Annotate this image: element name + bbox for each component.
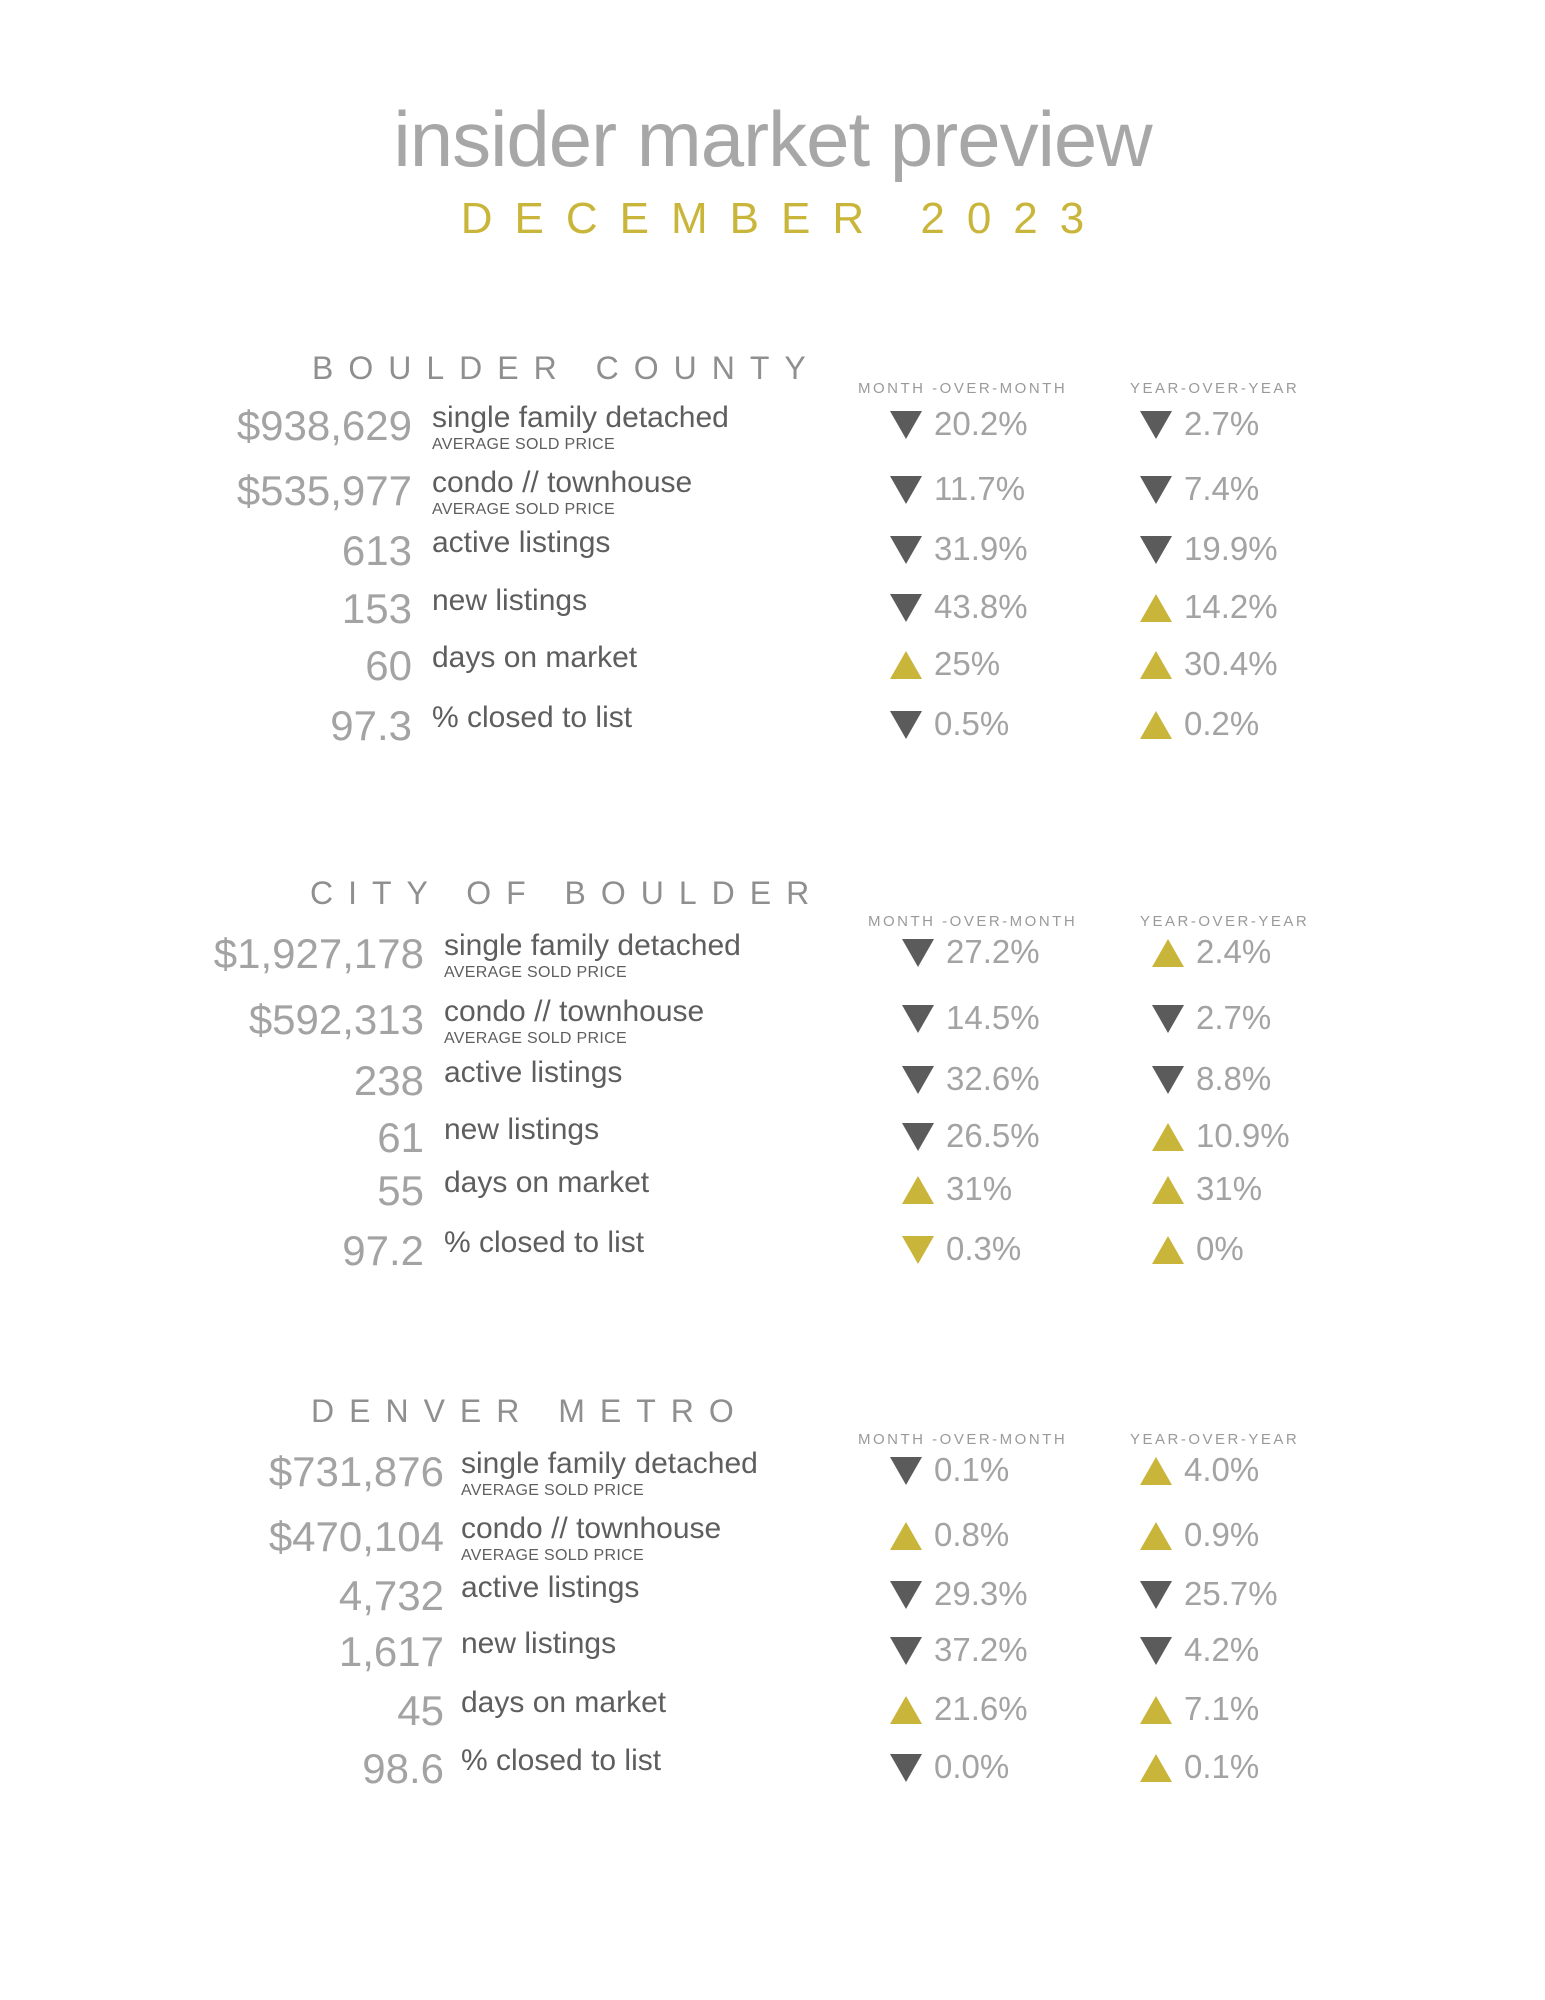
change-percent: 7.1% (1184, 1690, 1260, 1727)
metric-label: % closed to list (461, 1744, 662, 1777)
change-percent: 27.2% (946, 933, 1040, 970)
down-triangle-icon (890, 411, 922, 439)
down-triangle-icon (902, 1123, 934, 1151)
metric-label: single family detached (432, 401, 729, 434)
change-percent: 0% (1196, 1230, 1244, 1267)
change-percent: 20.2% (934, 405, 1028, 442)
metric-value: 4,732 (338, 1572, 444, 1619)
metric-label: days on market (461, 1686, 667, 1719)
up-triangle-icon (1140, 711, 1172, 739)
change-percent: 31% (946, 1170, 1013, 1207)
metric-row (0, 1447, 1545, 1501)
up-triangle-icon (890, 1696, 922, 1724)
metric-label: % closed to list (432, 701, 633, 734)
down-triangle-icon (1140, 536, 1172, 564)
metric-value: 61 (377, 1114, 424, 1161)
change-percent: 31.9% (934, 530, 1028, 567)
metric-row (0, 1512, 1545, 1566)
metric-label: condo // townhouse (461, 1512, 722, 1545)
change-percent: 4.2% (1184, 1631, 1260, 1668)
section-title: DENVER METRO (311, 1393, 749, 1429)
change-percent: 2.7% (1196, 999, 1272, 1036)
metric-row (0, 401, 1545, 455)
up-triangle-icon (1140, 1457, 1172, 1485)
up-triangle-icon (1140, 1522, 1172, 1550)
month-over-month-header: MONTH -OVER-MONTH (858, 1431, 1068, 1448)
down-triangle-icon (1140, 411, 1172, 439)
change-percent: 0.3% (946, 1230, 1022, 1267)
down-triangle-icon (902, 1066, 934, 1094)
change-percent: 32.6% (946, 1060, 1040, 1097)
metric-row (0, 466, 1545, 520)
down-triangle-icon (1152, 1005, 1184, 1033)
metric-value: 613 (341, 527, 412, 574)
month-over-month-header: MONTH -OVER-MONTH (858, 380, 1068, 397)
metric-row (0, 1166, 1545, 1220)
up-triangle-icon (890, 651, 922, 679)
metric-value: 153 (341, 585, 412, 632)
metric-label: new listings (444, 1113, 600, 1146)
metric-sublabel: AVERAGE SOLD PRICE (461, 1547, 644, 1564)
up-triangle-icon (1152, 1176, 1184, 1204)
change-percent: 0.5% (934, 705, 1010, 742)
change-percent: 0.1% (1184, 1748, 1260, 1785)
change-percent: 29.3% (934, 1575, 1028, 1612)
change-percent: 25.7% (1184, 1575, 1278, 1612)
down-triangle-icon (890, 1457, 922, 1485)
metric-label: active listings (461, 1571, 640, 1604)
down-triangle-icon (1140, 1637, 1172, 1665)
change-percent: 8.8% (1196, 1060, 1272, 1097)
down-triangle-icon (902, 1236, 934, 1264)
change-percent: 0.8% (934, 1516, 1010, 1553)
up-triangle-icon (902, 1176, 934, 1204)
metric-row (0, 929, 1545, 983)
metric-value: 55 (377, 1167, 424, 1214)
change-percent: 10.9% (1196, 1117, 1290, 1154)
change-percent: 14.2% (1184, 588, 1278, 625)
metric-row (0, 701, 1545, 755)
change-percent: 26.5% (946, 1117, 1040, 1154)
metric-label: new listings (432, 584, 588, 617)
change-percent: 0.1% (934, 1451, 1010, 1488)
year-over-year-header: YEAR-OVER-YEAR (1130, 380, 1300, 397)
metric-label: single family detached (444, 929, 741, 962)
section-title: CITY OF BOULDER (310, 875, 825, 911)
down-triangle-icon (1140, 1581, 1172, 1609)
metric-value: $592,313 (248, 996, 424, 1043)
metric-value: $470,104 (268, 1513, 444, 1560)
change-percent: 7.4% (1184, 470, 1260, 507)
metric-value: 97.2 (342, 1227, 424, 1274)
metric-row (0, 584, 1545, 638)
metric-value: 238 (353, 1057, 424, 1104)
metric-label: condo // townhouse (432, 466, 693, 499)
change-percent: 0.0% (934, 1748, 1010, 1785)
metric-row (0, 1226, 1545, 1280)
metric-row (0, 1686, 1545, 1740)
metric-row (0, 641, 1545, 695)
year-over-year-header: YEAR-OVER-YEAR (1140, 913, 1310, 930)
up-triangle-icon (1140, 1696, 1172, 1724)
change-percent: 11.7% (934, 470, 1026, 507)
up-triangle-icon (1140, 1754, 1172, 1782)
change-percent: 0.9% (1184, 1516, 1260, 1553)
up-triangle-icon (1140, 651, 1172, 679)
up-triangle-icon (1140, 594, 1172, 622)
metric-value: $535,977 (236, 467, 412, 514)
down-triangle-icon (890, 1581, 922, 1609)
metric-label: active listings (444, 1056, 623, 1089)
change-percent: 2.4% (1196, 933, 1272, 970)
page-subtitle: DECEMBER 2023 (460, 194, 1107, 243)
down-triangle-icon (902, 1005, 934, 1033)
metric-label: days on market (432, 641, 638, 674)
metric-value: $1,927,178 (213, 930, 424, 977)
metric-value: 1,617 (338, 1628, 444, 1675)
change-percent: 25% (934, 645, 1001, 682)
metric-value: 60 (365, 642, 412, 689)
metric-label: days on market (444, 1166, 650, 1199)
up-triangle-icon (1152, 939, 1184, 967)
metric-sublabel: AVERAGE SOLD PRICE (432, 501, 615, 518)
section-title: BOULDER COUNTY (312, 350, 821, 386)
page-title: insider market preview (393, 95, 1152, 183)
metric-label: active listings (432, 526, 611, 559)
metric-row (0, 1627, 1545, 1681)
change-percent: 37.2% (934, 1631, 1028, 1668)
up-triangle-icon (1152, 1236, 1184, 1264)
change-percent: 2.7% (1184, 405, 1260, 442)
change-percent: 0.2% (1184, 705, 1260, 742)
year-over-year-header: YEAR-OVER-YEAR (1130, 1431, 1300, 1448)
metric-label: % closed to list (444, 1226, 645, 1259)
metric-label: single family detached (461, 1447, 758, 1480)
metric-label: condo // townhouse (444, 995, 705, 1028)
metric-row (0, 1744, 1545, 1798)
metric-value: 45 (397, 1687, 444, 1734)
metric-value: $731,876 (268, 1448, 444, 1495)
metric-label: new listings (461, 1627, 617, 1660)
down-triangle-icon (890, 711, 922, 739)
down-triangle-icon (890, 476, 922, 504)
metric-sublabel: AVERAGE SOLD PRICE (432, 436, 615, 453)
metric-sublabel: AVERAGE SOLD PRICE (444, 1030, 627, 1047)
metric-row (0, 526, 1545, 580)
month-over-month-header: MONTH -OVER-MONTH (868, 913, 1078, 930)
down-triangle-icon (890, 1754, 922, 1782)
change-percent: 21.6% (934, 1690, 1028, 1727)
metric-row (0, 1571, 1545, 1625)
metric-value: $938,629 (236, 402, 412, 449)
down-triangle-icon (1140, 476, 1172, 504)
change-percent: 4.0% (1184, 1451, 1260, 1488)
metric-row (0, 1113, 1545, 1167)
metric-sublabel: AVERAGE SOLD PRICE (461, 1482, 644, 1499)
metric-value: 98.6 (362, 1745, 444, 1792)
down-triangle-icon (1152, 1066, 1184, 1094)
down-triangle-icon (902, 939, 934, 967)
change-percent: 14.5% (946, 999, 1040, 1036)
change-percent: 19.9% (1184, 530, 1278, 567)
change-percent: 30.4% (1184, 645, 1278, 682)
metric-row (0, 995, 1545, 1049)
down-triangle-icon (890, 1637, 922, 1665)
down-triangle-icon (890, 536, 922, 564)
down-triangle-icon (890, 594, 922, 622)
metric-value: 97.3 (330, 702, 412, 749)
metric-row (0, 1056, 1545, 1110)
change-percent: 31% (1196, 1170, 1263, 1207)
up-triangle-icon (1152, 1123, 1184, 1151)
metric-sublabel: AVERAGE SOLD PRICE (444, 964, 627, 981)
up-triangle-icon (890, 1522, 922, 1550)
change-percent: 43.8% (934, 588, 1028, 625)
